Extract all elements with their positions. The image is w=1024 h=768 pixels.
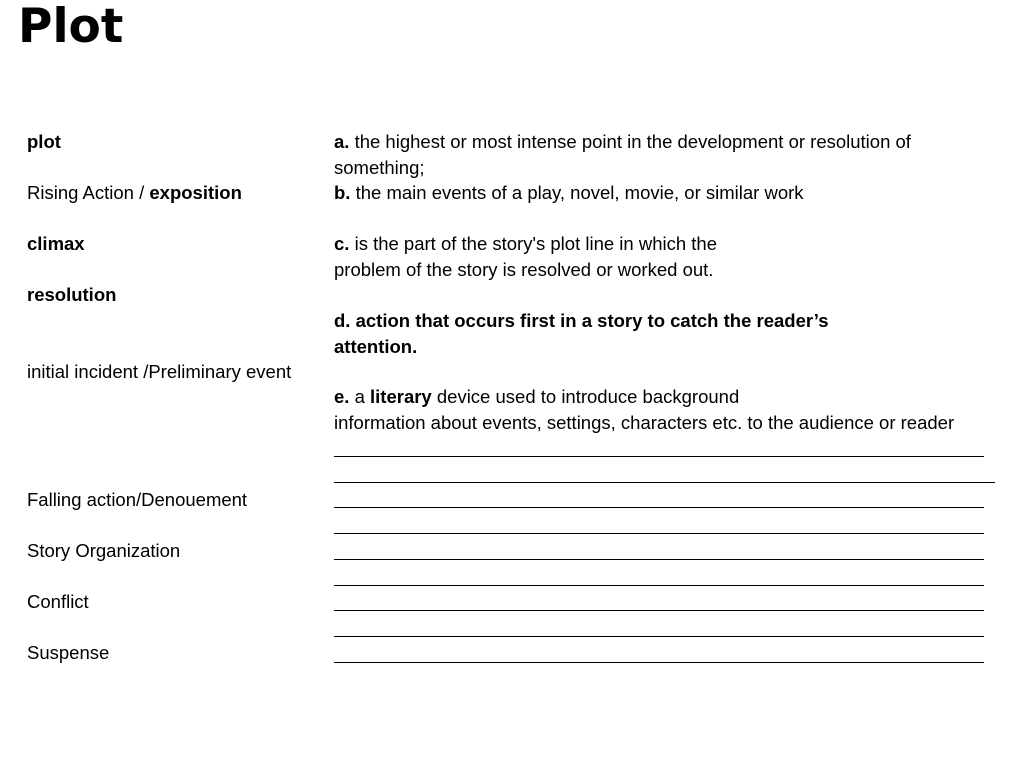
definition-d: d. action that occurs first in a story to catch the reader’s xyxy=(334,310,829,331)
term-story-organization: Story Organization xyxy=(27,540,181,561)
term-climax: climax xyxy=(27,233,85,254)
definition-e-text-pre: a xyxy=(349,386,371,407)
definition-a xyxy=(334,129,911,155)
answer-blank-9[interactable] xyxy=(334,662,984,663)
answer-blank-3[interactable] xyxy=(334,507,984,508)
definition-e-literary: literary xyxy=(370,386,432,407)
term-exposition: exposition xyxy=(149,182,242,203)
answer-blank-2[interactable] xyxy=(334,482,995,483)
definition-e-text-post: device used to introduce background xyxy=(431,386,740,407)
definition-c xyxy=(334,231,717,257)
definition-e-letter: e. xyxy=(334,386,350,407)
definition-d-continued: attention. xyxy=(334,336,418,357)
definition-c-letter: c. xyxy=(334,233,350,254)
term-conflict: Conflict xyxy=(27,591,89,612)
term-suspense: Suspense xyxy=(27,642,110,663)
definition-b-text: the main events of a play, novel, movie, or similar work xyxy=(350,182,804,203)
answer-blank-6[interactable] xyxy=(334,585,984,586)
definition-e xyxy=(334,384,739,410)
term-initial-incident: initial incident /Preliminary event xyxy=(27,361,292,382)
answer-blank-8[interactable] xyxy=(334,636,984,637)
answer-blank-5[interactable] xyxy=(334,559,984,560)
definition-b-letter: b. xyxy=(334,182,351,203)
definition-c-continued: problem of the story is resolved or worked out. xyxy=(334,259,714,280)
definition-c-text: is the part of the story's plot line in which the xyxy=(349,233,717,254)
definition-a-text: the highest or most intense point in the development or resolution of xyxy=(349,131,911,152)
page-title: Plot xyxy=(18,0,124,54)
term-falling-action: Falling action/Denouement xyxy=(27,489,248,510)
definition-b xyxy=(334,180,804,206)
definition-a-letter: a. xyxy=(334,131,350,152)
term-rising-action xyxy=(27,180,242,206)
term-resolution: resolution xyxy=(27,284,117,305)
definition-e-continued: information about events, settings, characters etc. to the audience or reader xyxy=(334,412,955,433)
answer-blank-1[interactable] xyxy=(334,456,984,457)
term-plot: plot xyxy=(27,131,61,152)
answer-blank-7[interactable] xyxy=(334,610,984,611)
term-rising-action-label: Rising Action / xyxy=(27,182,150,203)
definition-a-continued: something; xyxy=(334,157,425,178)
answer-blank-4[interactable] xyxy=(334,533,984,534)
